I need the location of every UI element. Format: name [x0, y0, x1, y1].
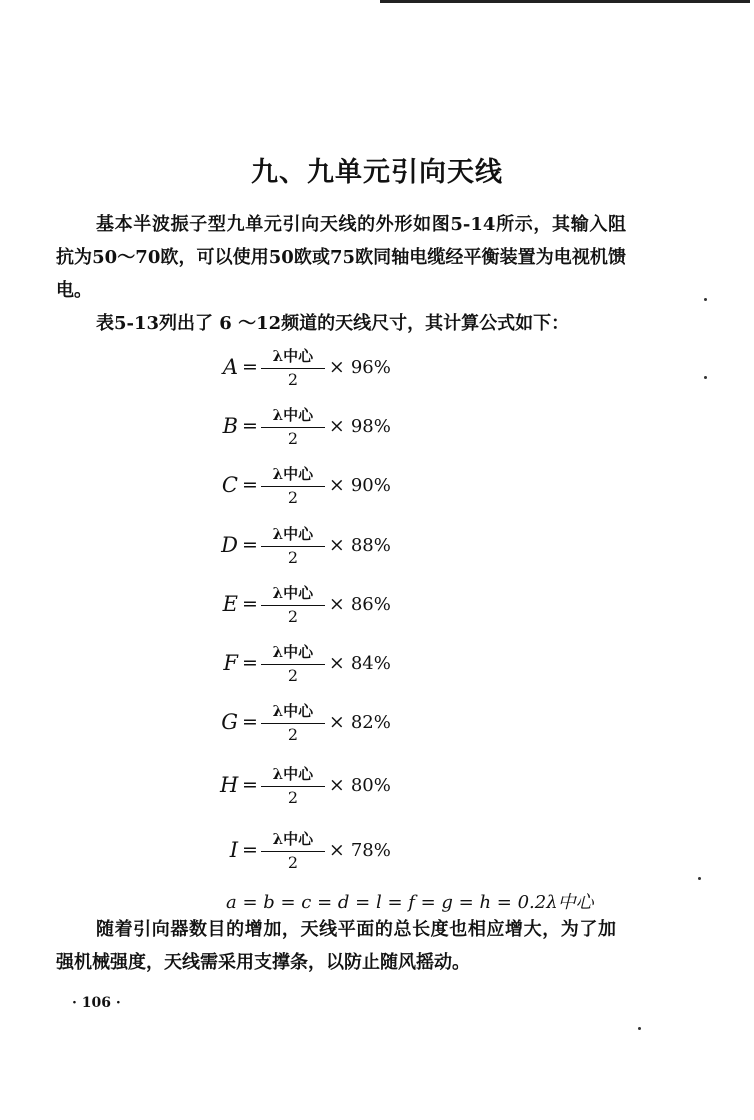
equals-sign: =	[242, 474, 258, 496]
fraction-numerator: λ中心	[272, 464, 314, 483]
equals-sign: =	[242, 415, 258, 437]
top-rule	[380, 0, 750, 3]
formula-percent: 80%	[350, 774, 391, 796]
equals-sign: =	[242, 711, 258, 733]
fraction-denominator: 2	[287, 666, 299, 686]
formula-variable: H	[220, 773, 239, 797]
times-sign: ×	[328, 652, 345, 674]
formula-percent: 96%	[350, 356, 391, 378]
fraction	[261, 828, 325, 873]
fraction-denominator: 2	[287, 370, 299, 390]
formula-variable: I	[229, 838, 238, 862]
formula-percent: 78%	[350, 839, 391, 861]
fraction	[261, 523, 325, 568]
fraction	[261, 582, 325, 627]
scan-speck	[704, 376, 707, 379]
equals-sign: =	[242, 652, 258, 674]
times-sign: ×	[328, 415, 345, 437]
fraction	[261, 763, 325, 808]
fraction-numerator: λ中心	[272, 583, 314, 602]
section-title: 九、九单元引向天线	[251, 157, 503, 188]
fraction	[261, 700, 325, 745]
times-sign: ×	[328, 711, 345, 733]
formula-percent: 90%	[350, 474, 391, 496]
scan-speck	[704, 298, 707, 301]
fraction-denominator: 2	[287, 853, 299, 873]
formula-row	[220, 760, 480, 810]
fraction	[261, 404, 325, 449]
equals-sign: =	[242, 534, 258, 556]
formula-variable: A	[222, 355, 238, 379]
scan-speck	[698, 877, 701, 880]
equals-sign: =	[242, 356, 258, 378]
fraction-numerator: λ中心	[272, 764, 314, 783]
formula-row	[220, 697, 480, 747]
times-sign: ×	[328, 774, 345, 796]
formula-percent: 98%	[350, 415, 391, 437]
formula-variable: E	[222, 592, 238, 616]
formula-row	[220, 401, 480, 451]
fraction-numerator: λ中心	[272, 701, 314, 720]
equals-sign: =	[242, 839, 258, 861]
element-length-equation: a = b = c = d = l = f = g = h = 0.2λ中心	[226, 892, 594, 913]
equals-sign: =	[242, 774, 258, 796]
formula-variable: F	[223, 651, 238, 675]
formula-percent: 88%	[350, 534, 391, 556]
formula-row	[220, 342, 480, 392]
fraction-denominator: 2	[287, 429, 299, 449]
fraction-numerator: λ中心	[272, 346, 314, 365]
times-sign: ×	[328, 593, 345, 615]
paragraph-intro: 基本半波振子型九单元引向天线的外形如图5-14所示，其输入阻抗为50～70欧，可以使用50欧或75欧同轴电缆经平衡装置为电视机馈电。	[56, 214, 626, 301]
formula-row	[220, 825, 480, 875]
fraction	[261, 463, 325, 508]
page-number: · 106 ·	[72, 995, 121, 1011]
formula-row	[220, 520, 480, 570]
paragraph-conclusion: 随着引向器数目的增加，天线平面的总长度也相应增大，为了加强机械强度，天线需采用支撑条，以防止随风摇动。	[56, 919, 616, 973]
fraction	[261, 641, 325, 686]
fraction-numerator: λ中心	[272, 405, 314, 424]
times-sign: ×	[328, 356, 345, 378]
formula-percent: 86%	[350, 593, 391, 615]
formula-row	[220, 638, 480, 688]
formula-row	[220, 460, 480, 510]
formula-variable: B	[222, 414, 238, 438]
scan-speck	[638, 1027, 641, 1030]
formula-percent: 82%	[350, 711, 391, 733]
fraction-numerator: λ中心	[272, 642, 314, 661]
fraction-denominator: 2	[287, 548, 299, 568]
fraction-numerator: λ中心	[272, 829, 314, 848]
fraction-denominator: 2	[287, 788, 299, 808]
paragraph-formula-intro: 表5-13列出了 6 ～12频道的天线尺寸，其计算公式如下：	[96, 313, 570, 334]
fraction-denominator: 2	[287, 607, 299, 627]
times-sign: ×	[328, 534, 345, 556]
times-sign: ×	[328, 839, 345, 861]
formula-variable: D	[221, 533, 238, 557]
times-sign: ×	[328, 474, 345, 496]
formula-row	[220, 579, 480, 629]
equals-sign: =	[242, 593, 258, 615]
fraction-denominator: 2	[287, 488, 299, 508]
fraction-numerator: λ中心	[272, 524, 314, 543]
fraction	[261, 345, 325, 390]
formula-percent: 84%	[350, 652, 391, 674]
fraction-denominator: 2	[287, 725, 299, 745]
formula-variable: G	[221, 710, 238, 734]
formula-variable: C	[221, 473, 238, 497]
